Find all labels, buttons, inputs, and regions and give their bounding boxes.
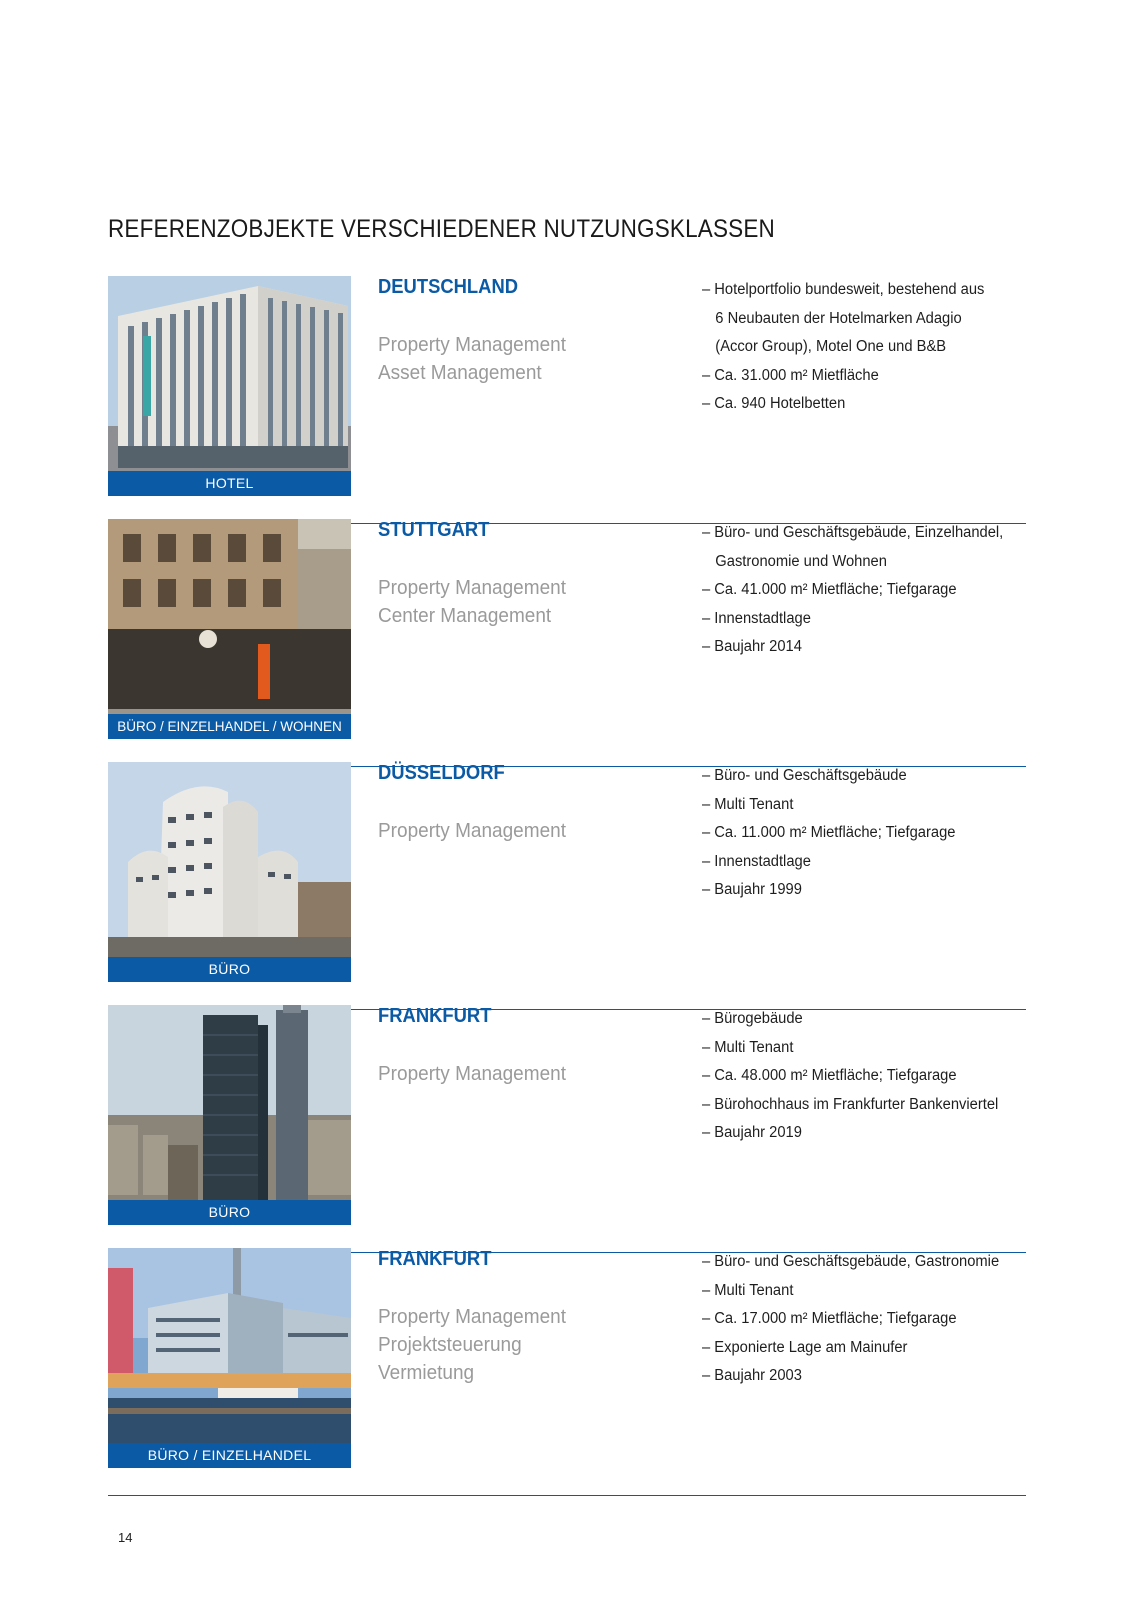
service-item: Center Management bbox=[378, 605, 552, 627]
service-list bbox=[378, 817, 576, 845]
fact-item: – Hotelportfolio bundesweit, bestehend aus bbox=[702, 281, 985, 298]
service-item: Asset Management bbox=[378, 362, 542, 384]
fact-item: – Ca. 940 Hotelbetten bbox=[702, 395, 846, 412]
service-item: Property Management bbox=[378, 334, 566, 356]
service-list bbox=[378, 1303, 576, 1387]
fact-item: – Büro- und Geschäftsgebäude, Einzelhandel, bbox=[702, 524, 1004, 541]
service-list bbox=[378, 574, 576, 630]
reference-entry-frankfurt-tower bbox=[108, 1005, 1026, 1253]
reference-entry-hotel bbox=[108, 276, 1026, 524]
section-divider bbox=[108, 1495, 1026, 1496]
frankfurt-tower-photo bbox=[108, 1005, 351, 1225]
reference-entry-duesseldorf bbox=[108, 762, 1026, 1010]
fact-item: – Innenstadtlage bbox=[702, 609, 811, 627]
fact-item: – Baujahr 2014 bbox=[702, 638, 802, 655]
fact-item: – Büro- und Geschäftsgebäude bbox=[702, 767, 907, 784]
fact-item: (Accor Group), Motel One und B&B bbox=[715, 338, 947, 355]
fact-item: – Ca. 41.000 m² Mietfläche; Tiefgarage bbox=[702, 581, 957, 598]
service-item: Vermietung bbox=[378, 1362, 475, 1384]
fact-list bbox=[702, 519, 1032, 662]
fact-list bbox=[702, 762, 1032, 905]
usage-class-caption: BÜRO / EINZELHANDEL bbox=[108, 1443, 351, 1468]
fact-list bbox=[702, 1248, 1032, 1391]
reference-entry-frankfurt-mainufer bbox=[108, 1248, 1026, 1496]
fact-item: – Büro- und Geschäftsgebäude, Gastronomie bbox=[702, 1253, 1000, 1270]
fact-item: – Innenstadtlage bbox=[702, 852, 811, 870]
fact-list bbox=[702, 276, 1032, 419]
service-item: Projektsteuerung bbox=[378, 1334, 522, 1356]
usage-class-caption: HOTEL bbox=[108, 471, 351, 496]
service-item: Property Management bbox=[378, 1306, 566, 1328]
fact-item: – Ca. 11.000 m² Mietfläche; Tiefgarage bbox=[702, 824, 956, 841]
fact-item: Gastronomie und Wohnen bbox=[715, 552, 887, 570]
usage-class-caption: BÜRO / EINZELHANDEL / WOHNEN bbox=[108, 714, 351, 739]
location-heading: FRANKFURT bbox=[378, 1005, 492, 1027]
location-heading: FRANKFURT bbox=[378, 1248, 492, 1270]
hotel-building-photo bbox=[108, 276, 351, 496]
service-item: Property Management bbox=[378, 1063, 566, 1085]
fact-item: – Baujahr 1999 bbox=[702, 881, 802, 898]
page-title: REFERENZOBJEKTE VERSCHIEDENER NUTZUNGSKLASSEN bbox=[108, 214, 775, 243]
fact-item: 6 Neubauten der Hotelmarken Adagio bbox=[715, 309, 962, 327]
fact-item: – Ca. 31.000 m² Mietfläche bbox=[702, 366, 879, 384]
fact-item: – Multi Tenant bbox=[702, 1281, 794, 1299]
duesseldorf-building-photo bbox=[108, 762, 351, 982]
location-heading: DÜSSELDORF bbox=[378, 762, 505, 784]
reference-entry-stuttgart bbox=[108, 519, 1026, 767]
fact-item: – Multi Tenant bbox=[702, 795, 794, 813]
service-list bbox=[378, 331, 576, 387]
fact-item: – Multi Tenant bbox=[702, 1038, 794, 1056]
service-list bbox=[378, 1060, 576, 1088]
fact-item: – Ca. 17.000 m² Mietfläche; Tiefgarage bbox=[702, 1310, 957, 1327]
fact-item: – Bürohochhaus im Frankfurter Bankenviertel bbox=[702, 1095, 999, 1113]
fact-item: – Baujahr 2019 bbox=[702, 1124, 802, 1141]
fact-item: – Ca. 48.000 m² Mietfläche; Tiefgarage bbox=[702, 1067, 957, 1084]
stuttgart-building-photo bbox=[108, 519, 351, 739]
location-heading: DEUTSCHLAND bbox=[378, 276, 519, 298]
service-item: Property Management bbox=[378, 577, 566, 599]
frankfurt-riverside-photo bbox=[108, 1248, 351, 1468]
page-number: 14 bbox=[118, 1530, 133, 1545]
fact-list bbox=[702, 1005, 1032, 1148]
service-item: Property Management bbox=[378, 820, 566, 842]
fact-item: – Exponierte Lage am Mainufer bbox=[702, 1338, 908, 1356]
usage-class-caption: BÜRO bbox=[108, 957, 351, 982]
fact-item: – Bürogebäude bbox=[702, 1010, 803, 1027]
location-heading: STUTTGART bbox=[378, 519, 490, 541]
fact-item: – Baujahr 2003 bbox=[702, 1367, 802, 1384]
usage-class-caption: BÜRO bbox=[108, 1200, 351, 1225]
